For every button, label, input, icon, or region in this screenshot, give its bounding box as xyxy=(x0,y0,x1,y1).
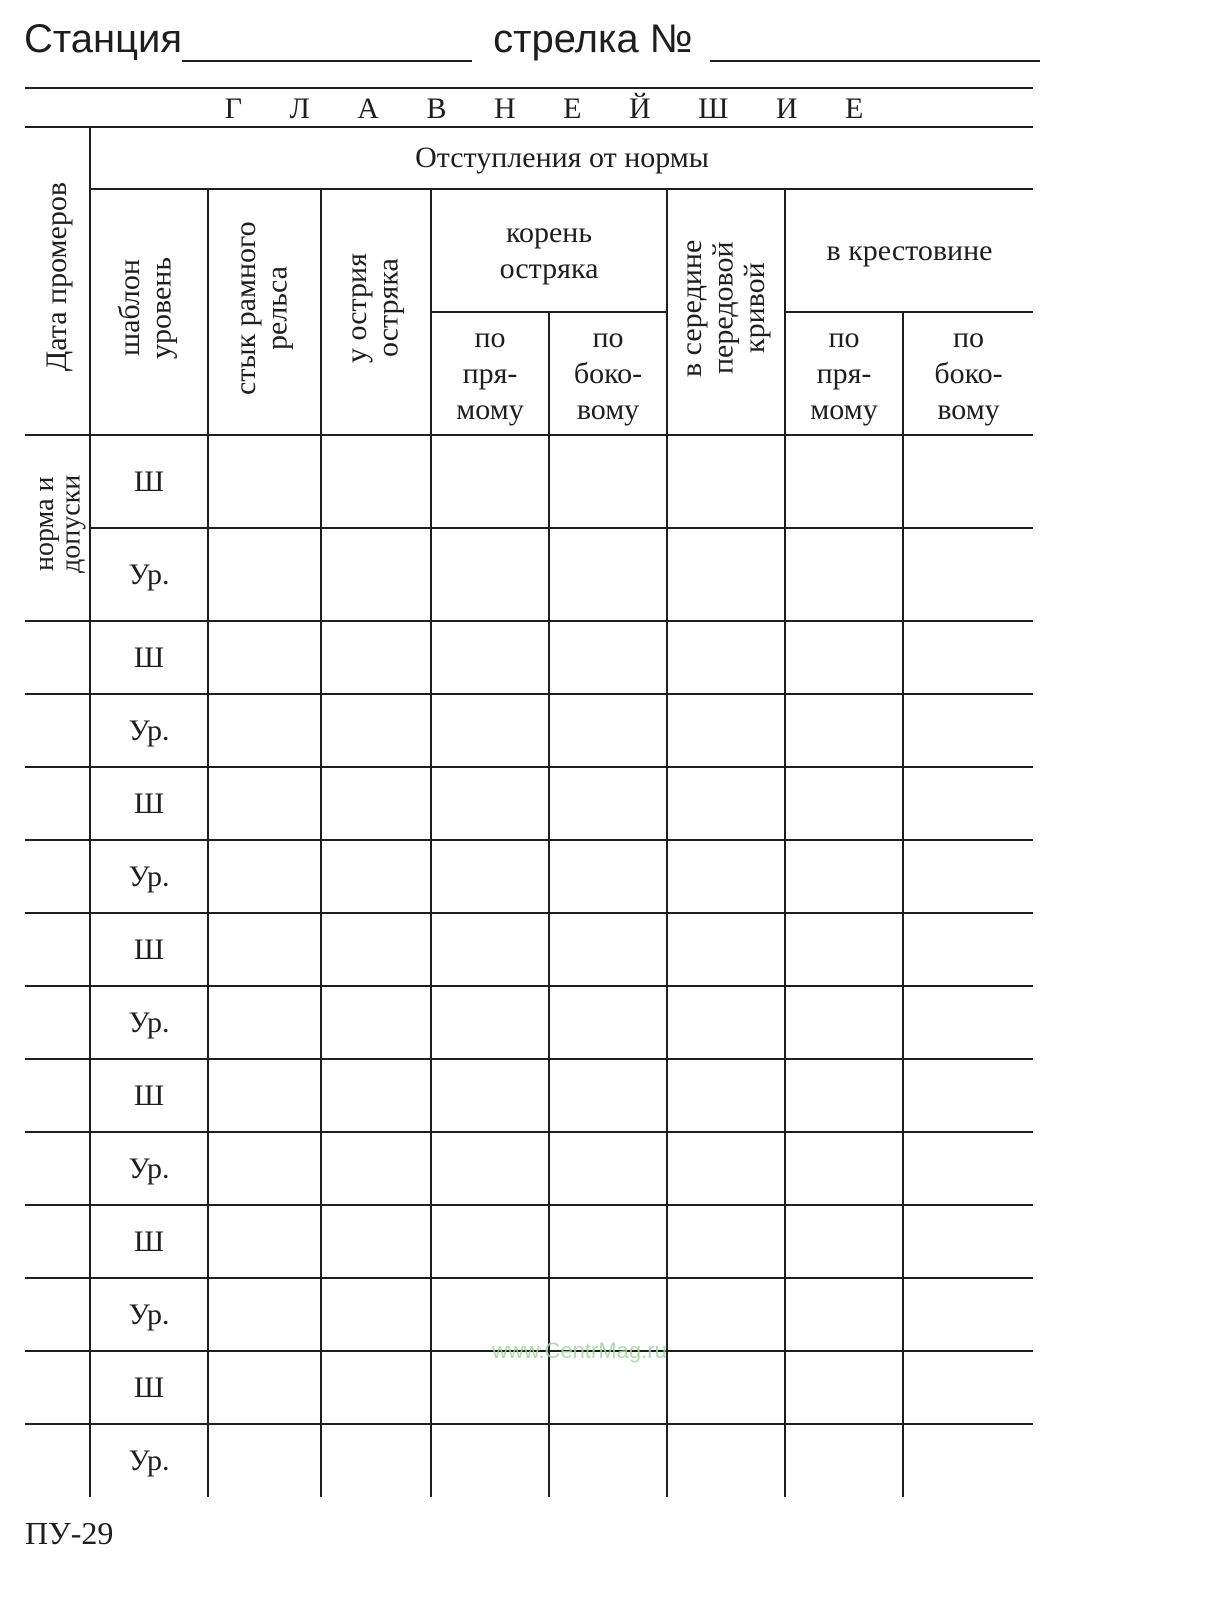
row-label: Ш xyxy=(90,1205,208,1278)
entry-cell[interactable] xyxy=(321,1351,431,1424)
entry-cell[interactable] xyxy=(903,1059,1033,1132)
entry-cell[interactable] xyxy=(321,913,431,986)
watermark: www.CentrMag.ru xyxy=(492,1338,667,1363)
entry-cell[interactable] xyxy=(667,694,785,767)
entry-cell[interactable] xyxy=(208,840,321,913)
entry-cell[interactable] xyxy=(785,1278,903,1351)
entry-cell[interactable] xyxy=(321,1059,431,1132)
entry-cell[interactable] xyxy=(431,528,549,621)
date-cell[interactable] xyxy=(25,840,90,913)
entry-cell[interactable] xyxy=(903,621,1033,694)
date-header-cell xyxy=(25,127,90,435)
date-cell[interactable] xyxy=(25,621,90,694)
entry-cell[interactable] xyxy=(903,1351,1033,1424)
entry-cell[interactable] xyxy=(431,435,549,528)
row-label: Ш xyxy=(90,1059,208,1132)
date-cell[interactable] xyxy=(25,913,90,986)
row-label: Ш xyxy=(90,1351,208,1424)
table-row xyxy=(25,435,1033,528)
entry-cell[interactable] xyxy=(321,1278,431,1351)
table-row xyxy=(25,1424,1033,1497)
entry-cell[interactable] xyxy=(208,1205,321,1278)
row-label: Ш xyxy=(90,767,208,840)
table-row xyxy=(25,621,1033,694)
lead-curve-header: в середине передовой кривой xyxy=(675,238,771,377)
entry-cell[interactable] xyxy=(208,1132,321,1205)
entry-cell[interactable] xyxy=(431,986,549,1059)
entry-cell[interactable] xyxy=(208,621,321,694)
station-label: Станция xyxy=(24,17,183,61)
entry-cell[interactable] xyxy=(208,528,321,621)
entry-cell[interactable] xyxy=(208,1059,321,1132)
entry-cell[interactable] xyxy=(667,1351,785,1424)
entry-cell[interactable] xyxy=(785,621,903,694)
row-label: Ур. xyxy=(90,1424,208,1497)
norm-label: норма и допуски xyxy=(29,474,87,573)
entry-cell[interactable] xyxy=(667,528,785,621)
entry-cell[interactable] xyxy=(667,621,785,694)
table-row xyxy=(25,694,1033,767)
entry-cell[interactable] xyxy=(321,1132,431,1205)
table-row xyxy=(25,986,1033,1059)
entry-cell[interactable] xyxy=(667,1205,785,1278)
entry-cell[interactable] xyxy=(208,694,321,767)
entry-cell[interactable] xyxy=(208,767,321,840)
entry-cell[interactable] xyxy=(667,1059,785,1132)
entry-cell[interactable] xyxy=(321,1424,431,1497)
row-label: Ур. xyxy=(90,1278,208,1351)
entry-cell[interactable] xyxy=(785,840,903,913)
entry-cell[interactable] xyxy=(208,435,321,528)
table-row xyxy=(25,840,1033,913)
row-label: Ур. xyxy=(90,528,208,621)
date-cell[interactable] xyxy=(25,986,90,1059)
entry-cell[interactable] xyxy=(785,1059,903,1132)
entry-cell[interactable] xyxy=(431,1132,549,1205)
form-heading xyxy=(24,10,1034,68)
measurement-table xyxy=(25,126,1033,1497)
date-cell[interactable] xyxy=(25,694,90,767)
entry-cell[interactable] xyxy=(431,694,549,767)
deviations-header: Отступления от нормы xyxy=(90,127,1033,189)
entry-cell[interactable] xyxy=(785,694,903,767)
entry-cell[interactable] xyxy=(903,1424,1033,1497)
switch-blank xyxy=(710,10,1040,62)
entry-cell[interactable] xyxy=(903,1132,1033,1205)
entry-cell[interactable] xyxy=(549,435,667,528)
row-label: Ур. xyxy=(90,840,208,913)
entry-cell[interactable] xyxy=(667,913,785,986)
entry-cell[interactable] xyxy=(785,528,903,621)
entry-cell[interactable] xyxy=(431,1424,549,1497)
norm-label-cell xyxy=(25,435,90,621)
table-row xyxy=(25,1132,1033,1205)
entry-cell[interactable] xyxy=(321,621,431,694)
entry-cell[interactable] xyxy=(549,1059,667,1132)
date-header: Дата промеров xyxy=(40,181,74,372)
gauge-header: шаблон уровень xyxy=(113,256,178,359)
table-row xyxy=(25,767,1033,840)
entry-cell[interactable] xyxy=(667,840,785,913)
date-cell[interactable] xyxy=(25,1351,90,1424)
entry-cell[interactable] xyxy=(667,435,785,528)
lead-curve-header-cell xyxy=(667,189,785,435)
station-blank xyxy=(182,10,472,62)
table-row xyxy=(25,1059,1033,1132)
entry-cell[interactable] xyxy=(208,913,321,986)
entry-cell[interactable] xyxy=(549,528,667,621)
entry-cell[interactable] xyxy=(667,767,785,840)
entry-cell[interactable] xyxy=(431,1205,549,1278)
entry-cell[interactable] xyxy=(321,1205,431,1278)
row-label: Ш xyxy=(90,621,208,694)
section-title: Г Л А В Н Е Й Ш И Е xyxy=(224,92,884,125)
frog-header: в крестовине xyxy=(785,189,1033,312)
table-row xyxy=(25,1205,1033,1278)
entry-cell[interactable] xyxy=(903,767,1033,840)
entry-cell[interactable] xyxy=(903,1278,1033,1351)
entry-cell[interactable] xyxy=(785,435,903,528)
entry-cell[interactable] xyxy=(208,1424,321,1497)
heel-side-header: по боко-вому xyxy=(549,312,667,435)
date-cell[interactable] xyxy=(25,1132,90,1205)
entry-cell[interactable] xyxy=(903,435,1033,528)
entry-cell[interactable] xyxy=(785,1205,903,1278)
entry-cell[interactable] xyxy=(667,1132,785,1205)
switch-label: стрелка № xyxy=(493,17,693,61)
entry-cell[interactable] xyxy=(431,767,549,840)
entry-cell[interactable] xyxy=(208,1278,321,1351)
row-label: Ур. xyxy=(90,986,208,1059)
entry-cell[interactable] xyxy=(903,528,1033,621)
entry-cell[interactable] xyxy=(785,767,903,840)
entry-cell[interactable] xyxy=(667,1278,785,1351)
entry-cell[interactable] xyxy=(431,621,549,694)
heel-straight-header: по пря-мому xyxy=(431,312,549,435)
entry-cell[interactable] xyxy=(785,1132,903,1205)
point-tip-header-cell xyxy=(321,189,431,435)
entry-cell[interactable] xyxy=(785,986,903,1059)
entry-cell[interactable] xyxy=(321,986,431,1059)
entry-cell[interactable] xyxy=(549,694,667,767)
entry-cell[interactable] xyxy=(431,840,549,913)
entry-cell[interactable] xyxy=(903,840,1033,913)
frog-side-header: по боко-вому xyxy=(903,312,1033,435)
entry-cell[interactable] xyxy=(903,1205,1033,1278)
entry-cell[interactable] xyxy=(549,621,667,694)
point-tip-header: у острия остряка xyxy=(340,252,405,363)
table-row xyxy=(25,913,1033,986)
form-code: ПУ-29 xyxy=(25,1515,114,1551)
date-cell[interactable] xyxy=(25,1059,90,1132)
table-row xyxy=(25,528,1033,621)
row-label: Ш xyxy=(90,435,208,528)
entry-cell[interactable] xyxy=(208,1351,321,1424)
entry-cell[interactable] xyxy=(549,1132,667,1205)
date-cell[interactable] xyxy=(25,1205,90,1278)
date-cell[interactable] xyxy=(25,767,90,840)
entry-cell[interactable] xyxy=(321,840,431,913)
entry-cell[interactable] xyxy=(431,913,549,986)
entry-cell[interactable] xyxy=(785,913,903,986)
point-heel-header: корень остряка xyxy=(431,189,667,312)
entry-cell[interactable] xyxy=(549,986,667,1059)
entry-cell[interactable] xyxy=(321,528,431,621)
row-label: Ур. xyxy=(90,1132,208,1205)
entry-cell[interactable] xyxy=(549,1424,667,1497)
date-cell[interactable] xyxy=(25,1278,90,1351)
entry-cell[interactable] xyxy=(785,1351,903,1424)
gauge-header-cell xyxy=(90,189,208,435)
entry-cell[interactable] xyxy=(549,913,667,986)
entry-cell[interactable] xyxy=(549,840,667,913)
entry-cell[interactable] xyxy=(785,1424,903,1497)
entry-cell[interactable] xyxy=(321,694,431,767)
date-cell[interactable] xyxy=(25,1424,90,1497)
entry-cell[interactable] xyxy=(549,767,667,840)
row-label: Ш xyxy=(90,913,208,986)
entry-cell[interactable] xyxy=(903,913,1033,986)
stock-rail-header: стык рамного рельса xyxy=(228,220,293,395)
entry-cell[interactable] xyxy=(208,986,321,1059)
entry-cell[interactable] xyxy=(903,694,1033,767)
entry-cell[interactable] xyxy=(667,986,785,1059)
entry-cell[interactable] xyxy=(431,1059,549,1132)
entry-cell[interactable] xyxy=(321,435,431,528)
row-label: Ур. xyxy=(90,694,208,767)
entry-cell[interactable] xyxy=(903,986,1033,1059)
frog-straight-header: по пря-мому xyxy=(785,312,903,435)
stock-rail-header-cell xyxy=(208,189,321,435)
entry-cell[interactable] xyxy=(549,1205,667,1278)
entry-cell[interactable] xyxy=(667,1424,785,1497)
entry-cell[interactable] xyxy=(321,767,431,840)
